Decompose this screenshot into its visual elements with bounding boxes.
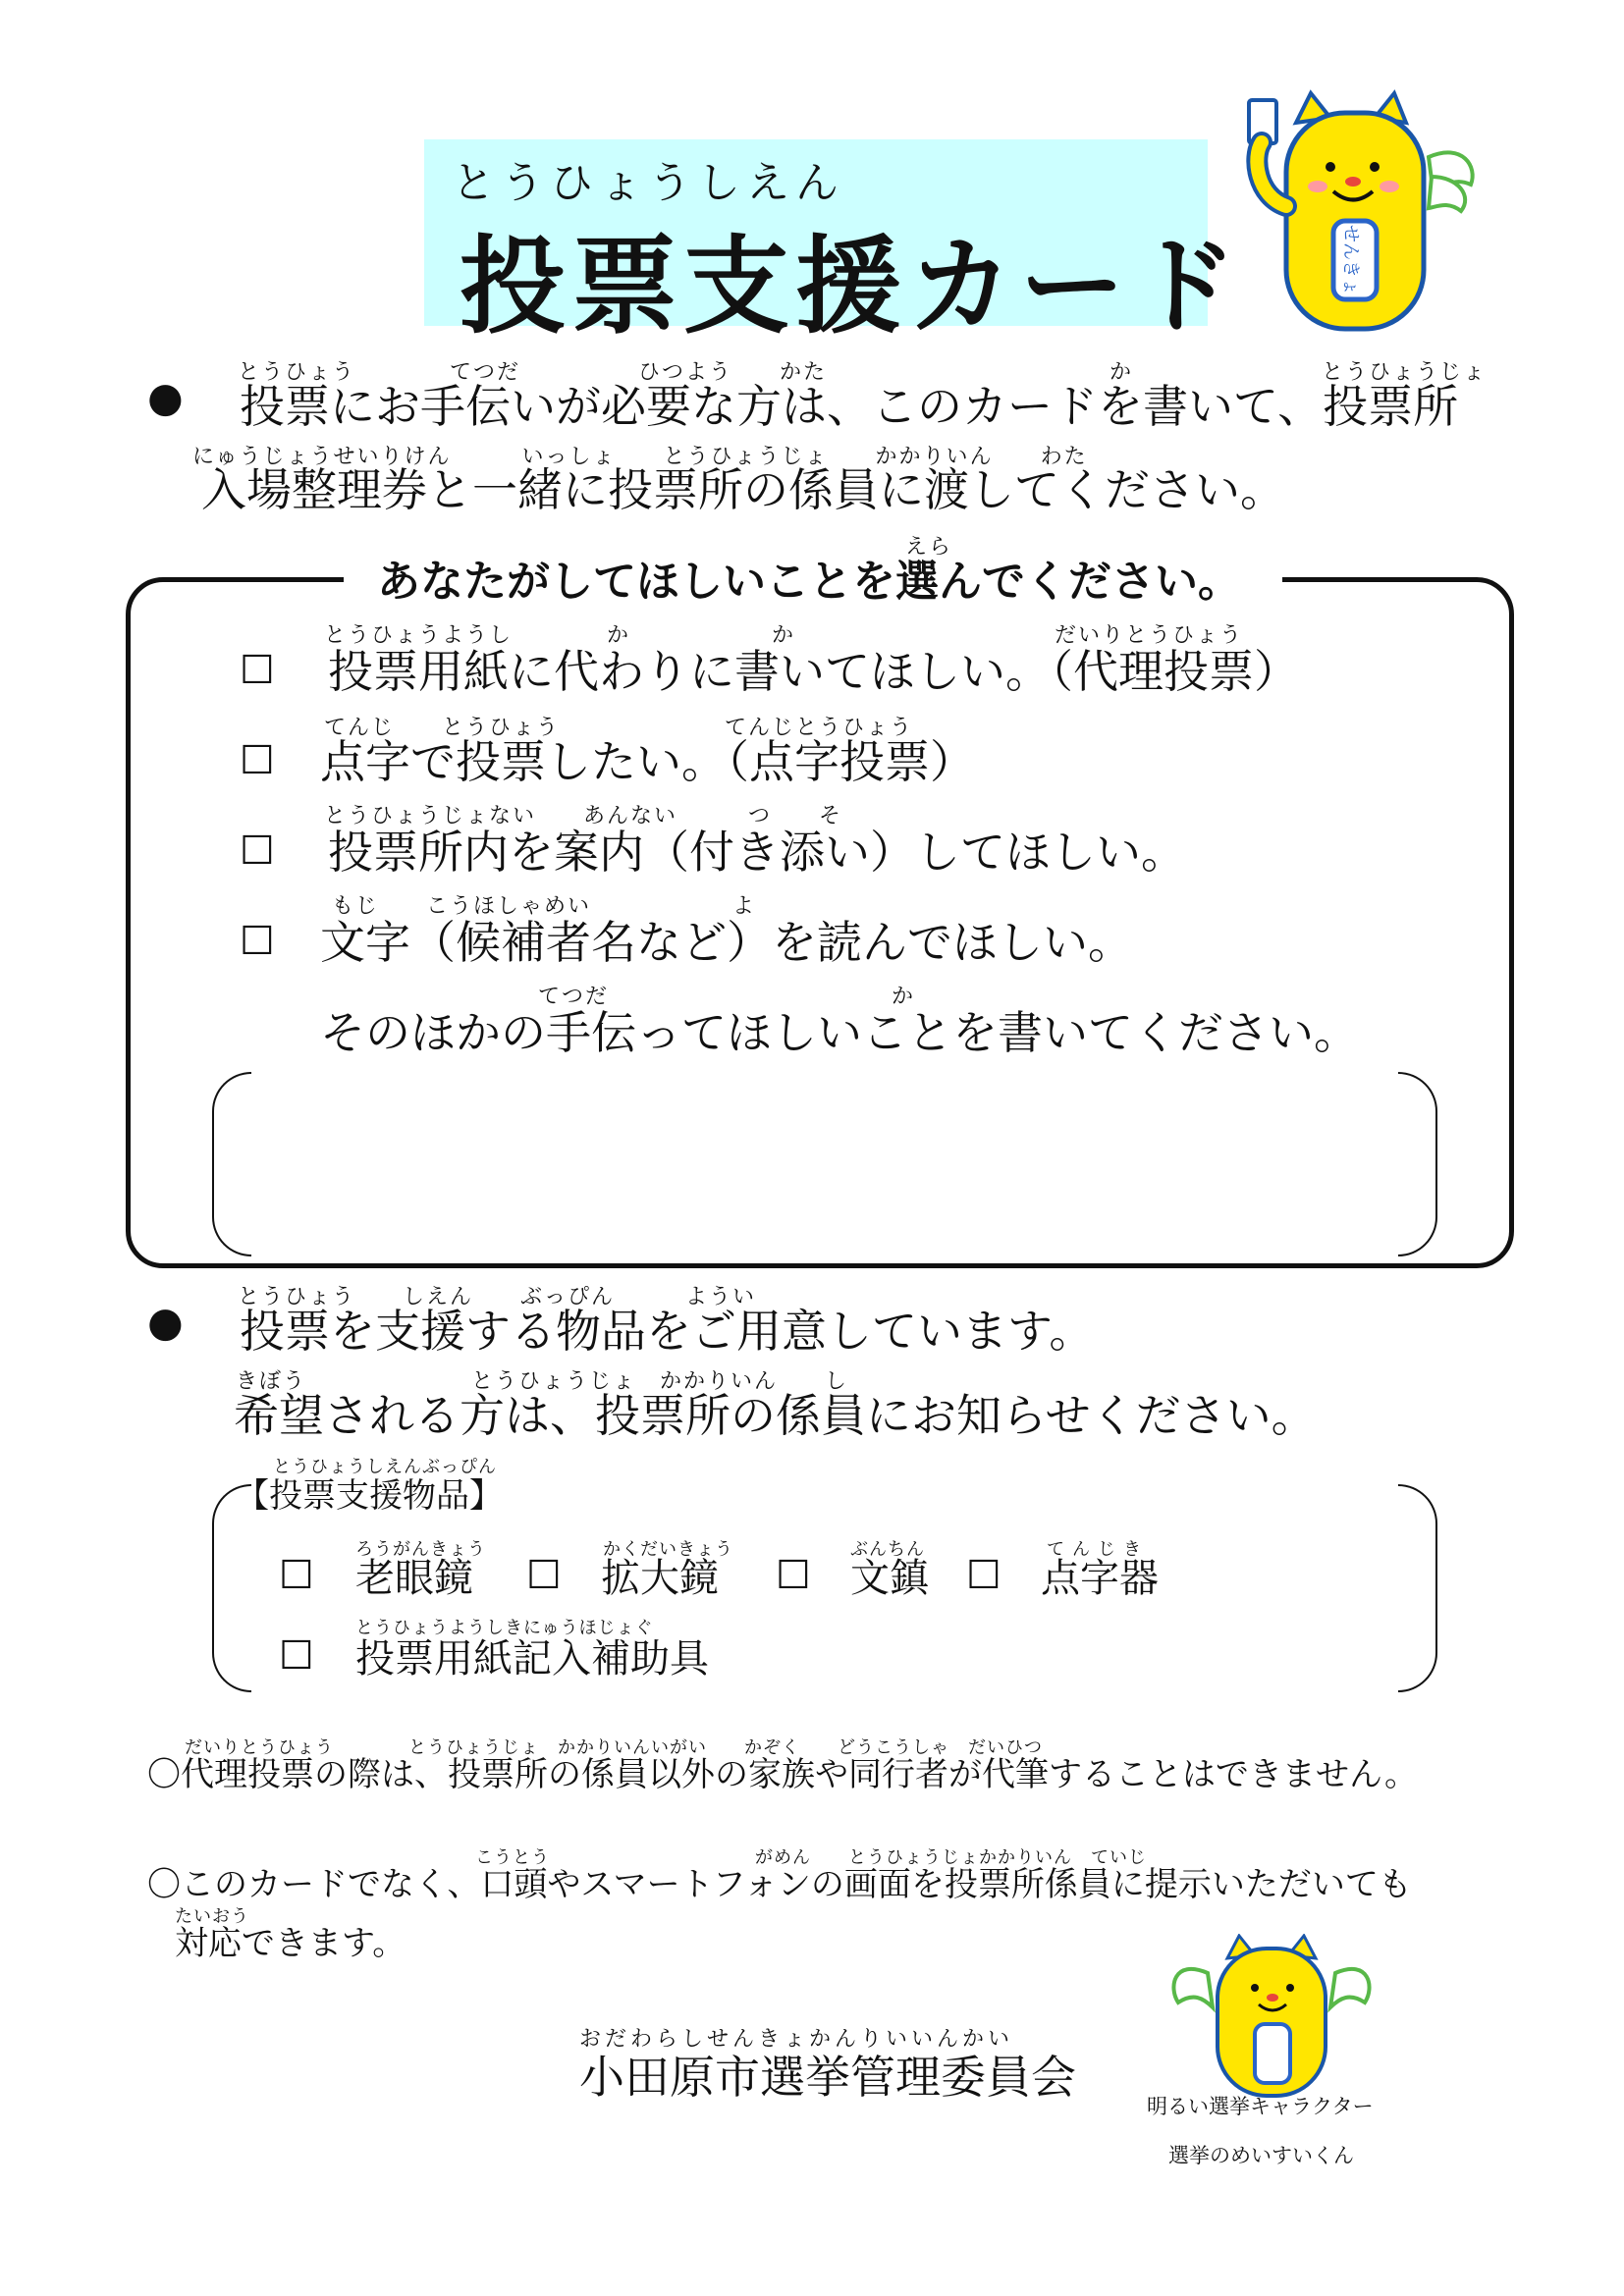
support-line-1: 投票を支援する物品をご用意しています。 xyxy=(240,1305,1095,1358)
choices-title-ruby: えら xyxy=(905,535,953,560)
footer-org: 小田原市選挙管理委員会 xyxy=(579,2051,1076,2104)
bullet-icon: ● xyxy=(147,1298,184,1346)
support-ruby-2: きぼう とうひょうじょ かかりいん し xyxy=(236,1369,849,1394)
item-ruby-2: かくだいきょう xyxy=(603,1539,733,1560)
choice-ruby-3: とうひょうじょない あんない つ そ xyxy=(324,804,843,828)
mascot-badge: せんきょ xyxy=(1340,225,1361,295)
checkbox-icon[interactable]: ☐ xyxy=(240,738,275,783)
intro-ruby-1: とうひょう てつだ ひつよう かた か とうひょうじょ xyxy=(238,360,1488,385)
free-text-bracket-left xyxy=(212,1072,251,1256)
items-title: 【投票支援物品】 xyxy=(236,1476,503,1516)
mascot-caption-1: 明るい選挙キャラクター xyxy=(1147,2095,1374,2118)
checkbox-icon[interactable]: ☐ xyxy=(966,1553,1001,1598)
checkbox-icon[interactable]: ☐ xyxy=(240,648,275,693)
note-2: 〇このカードでなく、口頭やスマートフォンの画面を投票所係員に提示いただいても xyxy=(147,1865,1412,1904)
note-2-continued: 対応できます。 xyxy=(175,1924,406,1963)
footer-org-ruby: おだわらしせんきょかんりいいんかい xyxy=(579,2027,1014,2052)
support-ruby-1: とうひょう しえん ぶっぴん ようい xyxy=(238,1285,757,1309)
note-ruby-1: だいりとうひょう とうひょうじょ かかりいんいがい かぞく どうこうしゃ だいひつ xyxy=(185,1737,1043,1758)
checkbox-icon[interactable]: ☐ xyxy=(526,1553,562,1598)
support-item-5: 投票用紙記入補助具 xyxy=(355,1636,709,1682)
item-ruby-1: ろうがんきょう xyxy=(355,1539,486,1560)
items-bracket-right xyxy=(1398,1484,1437,1692)
free-text-area[interactable] xyxy=(255,1080,1394,1247)
support-line-2: 希望される方は、投票所の係員にお知らせください。 xyxy=(234,1389,1317,1442)
free-text-bracket-right xyxy=(1398,1072,1437,1256)
choices-title: あなたがしてほしいことを選んでください。 xyxy=(377,557,1241,607)
item-ruby-5: とうひょうようしきにゅうほじょぐ xyxy=(355,1618,654,1638)
other-ruby: てつだ か xyxy=(538,985,916,1009)
note-1: 〇代理投票の際は、投票所の係員以外の家族や同行者が代筆することはできません。 xyxy=(147,1755,1419,1794)
checkbox-icon[interactable]: ☐ xyxy=(279,1633,314,1679)
checkbox-icon[interactable]: ☐ xyxy=(776,1553,811,1598)
choice-item-4: 文字（候補者名など）を読んでほしい。 xyxy=(320,916,1133,969)
intro-line-1: 投票にお手伝いが必要な方は、このカードを書いて、投票所 xyxy=(240,380,1459,433)
checkbox-icon[interactable]: ☐ xyxy=(279,1553,314,1598)
checkbox-icon[interactable]: ☐ xyxy=(240,828,275,874)
bullet-icon: ● xyxy=(147,373,184,421)
title-ruby: とうひょうしえん xyxy=(452,158,844,208)
choice-item-3: 投票所内を案内（付き添い）してほしい。 xyxy=(328,826,1186,879)
choice-item-2: 点字で投票したい。（点字投票） xyxy=(320,735,975,788)
intro-ruby-2: にゅうじょうせいりけん いっしょ とうひょうじょ かかりいん わた xyxy=(192,445,1088,469)
support-item-1: 老眼鏡 xyxy=(355,1556,473,1601)
support-item-2: 拡大鏡 xyxy=(601,1556,719,1601)
items-title-ruby: とうひょうしえんぶっぴん xyxy=(273,1457,497,1477)
choice-ruby-2: てんじ とうひょう てんじとうひょう xyxy=(324,716,914,740)
choice-ruby-1: とうひょうようし か か だいりとうひょう xyxy=(324,623,1244,648)
page-title: 投票支援カード xyxy=(460,226,1244,348)
item-ruby-4: てんじき xyxy=(1047,1539,1149,1560)
choice-item-1: 投票用紙に代わりに書いてほしい。（代理投票） xyxy=(328,645,1299,698)
choice-ruby-4: もじ こうほしゃめい よ xyxy=(332,894,757,919)
mascot-caption-2: 選挙のめいすいくん xyxy=(1168,2144,1354,2167)
mascot-small-icon xyxy=(1168,1934,1375,2101)
support-item-3: 文鎮 xyxy=(850,1556,929,1601)
other-prompt: そのほかの手伝ってほしいことを書いてください。 xyxy=(320,1006,1359,1059)
checkbox-icon[interactable]: ☐ xyxy=(240,919,275,964)
intro-line-2: 入場整理券と一緒に投票所の係員に渡してください。 xyxy=(201,463,1285,516)
note-ruby-3: たいおう xyxy=(175,1906,249,1927)
mascot-icon xyxy=(1227,88,1483,344)
item-ruby-3: ぶんちん xyxy=(850,1539,925,1560)
note-ruby-2: こうとう がめん とうひょうじょかかりいん ていじ xyxy=(475,1847,1147,1868)
support-item-4: 点字器 xyxy=(1041,1556,1159,1601)
